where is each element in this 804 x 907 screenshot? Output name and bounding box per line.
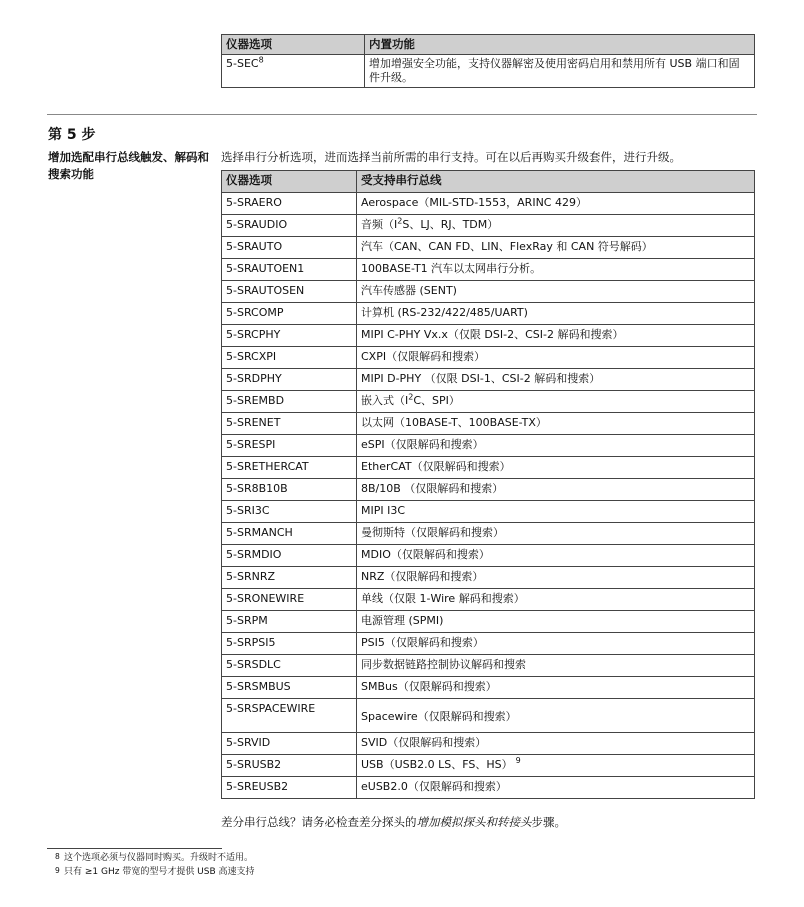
table-row [222,303,755,325]
option-code-cell: 5-SRPSI5 [222,633,357,655]
option-code-cell: 5-SRSPACEWIRE [222,699,357,733]
supported-bus-cell [357,545,755,567]
bus-text: MIPI C-PHY Vx.x（仅限 DSI-2、CSI-2 解码和搜索） [361,328,624,341]
supported-bus-cell [357,733,755,755]
supported-bus-cell [357,281,755,303]
table-header-row [222,35,755,55]
table-row [222,501,755,523]
option-cell [222,55,365,88]
option-code-cell: 5-SRNRZ [222,567,357,589]
bus-text: 同步数据链路控制协议解码和搜索 [361,658,526,671]
footnote-divider [47,848,222,849]
option-code-cell: 5-SRMANCH [222,523,357,545]
supported-bus-cell [357,755,755,777]
supported-bus-cell [357,457,755,479]
option-code-cell: 5-SRSMBUS [222,677,357,699]
option-code-cell: 5-SRAUTO [222,237,357,259]
supported-bus-cell [357,435,755,457]
supported-bus-cell [357,567,755,589]
table-row [222,391,755,413]
feature-cell: 增加增强安全功能，支持仪器解密及使用密码启用和禁用所有 USB 端口和固件升级。 [365,55,755,88]
bus-text: 嵌入式（I [361,394,409,407]
header-option: 仪器选项 [222,171,357,193]
bus-text: S、LJ、RJ、TDM） [402,218,499,231]
supported-bus-cell [357,699,755,733]
table-header-row [222,171,755,193]
table-row [222,755,755,777]
superscript: 2 [397,216,403,226]
step-subheading: 增加选配串行总线触发、解码和搜索功能 [48,150,209,181]
table-row [222,435,755,457]
serial-bus-table [221,170,755,799]
footnote-number: 8 [55,852,60,861]
bus-text: 曼彻斯特（仅限解码和搜索） [361,526,504,539]
bus-text: Aerospace（MIL-STD-1553，ARINC 429） [361,196,587,209]
bus-text: SMBus（仅限解码和搜索） [361,680,497,693]
bus-text: 电源管理 (SPMI) [361,614,444,627]
option-code-cell: 5-SRDPHY [222,369,357,391]
note-text: 差分串行总线？请务必检查差分探头的 [221,815,417,829]
table-row [222,589,755,611]
table-row [222,567,755,589]
note-text-end: 步骤。 [531,815,566,829]
supported-bus-cell [357,589,755,611]
supported-bus-cell [357,347,755,369]
step-heading: 第 5 步 [48,127,96,143]
table-row [222,633,755,655]
supported-bus-cell [357,215,755,237]
header-supported-bus: 受支持串行总线 [357,171,755,193]
table-row [222,259,755,281]
table-row [222,457,755,479]
table-row [222,215,755,237]
bus-text: NRZ（仅限解码和搜索） [361,570,484,583]
table-row [222,193,755,215]
option-code: 5-SEC [226,57,259,70]
table-row [222,413,755,435]
footnote [55,852,254,864]
supported-bus-cell [357,391,755,413]
bus-text: C、SPI） [413,394,460,407]
bus-text: 以太网（10BASE-T、100BASE-TX） [361,416,547,429]
footnote-ref[interactable]: 9 [515,756,521,766]
supported-bus-cell [357,325,755,347]
option-code-cell: 5-SRUSB2 [222,755,357,777]
bus-text: 音频（I [361,218,398,231]
bus-text: 100BASE-T1 汽车以太网串行分析。 [361,262,542,275]
bus-text: MIPI I3C [361,504,406,517]
section-divider [47,114,757,115]
table-row [222,699,755,733]
option-code-cell: 5-SRETHERCAT [222,457,357,479]
bus-text: 8B/10B （仅限解码和搜索） [361,482,504,495]
option-code-cell: 5-SRAUDIO [222,215,357,237]
table-row [222,733,755,755]
option-code-cell: 5-SRCXPI [222,347,357,369]
footnote-number: 9 [55,866,60,875]
differential-bus-note [221,814,566,830]
bus-text: eUSB2.0（仅限解码和搜索） [361,780,507,793]
bus-text: 汽车（CAN、CAN FD、LIN、FlexRay 和 CAN 符号解码） [361,240,653,253]
footnote-text: 这个选项必须与仪器同时购买。升级时不适用。 [64,853,254,863]
option-code-cell: 5-SRCOMP [222,303,357,325]
supported-bus-cell [357,237,755,259]
step-intro-text: 选择串行分析选项，进而选择当前所需的串行支持。可在以后再购买升级套件，进行升级。 [221,150,681,164]
superscript: 2 [408,392,414,402]
footnote-text: 只有 ≥1 GHz 带宽的型号才提供 USB 高速支持 [64,867,255,877]
note-link-step[interactable]: 增加模拟探头和转接头 [416,815,532,829]
option-code-cell: 5-SRONEWIRE [222,589,357,611]
table-row [222,479,755,501]
option-code-cell: 5-SRAERO [222,193,357,215]
supported-bus-cell [357,369,755,391]
option-code-cell: 5-SRAUTOSEN [222,281,357,303]
option-code-cell: 5-SRVID [222,733,357,755]
option-code-cell: 5-SREMBD [222,391,357,413]
supported-bus-cell [357,611,755,633]
table-row [222,55,755,88]
table-row [222,523,755,545]
table-row [222,611,755,633]
footnote-ref[interactable]: 8 [258,55,264,65]
bus-text: MDIO（仅限解码和搜索） [361,548,490,561]
table-row [222,347,755,369]
table-row [222,281,755,303]
supported-bus-cell [357,523,755,545]
bus-text: Spacewire（仅限解码和搜索） [361,709,517,723]
supported-bus-cell [357,677,755,699]
bus-text: EtherCAT（仅限解码和搜索） [361,460,511,473]
option-code-cell: 5-SRENET [222,413,357,435]
option-code-cell: 5-SRMDIO [222,545,357,567]
table-row [222,777,755,799]
option-code-cell: 5-SRPM [222,611,357,633]
supported-bus-cell [357,479,755,501]
supported-bus-cell [357,501,755,523]
supported-bus-cell [357,303,755,325]
bus-text: 计算机 (RS-232/422/485/UART) [361,306,528,319]
supported-bus-cell [357,193,755,215]
bus-text: MIPI D-PHY （仅限 DSI-1、CSI-2 解码和搜索） [361,372,601,385]
option-code-cell: 5-SR8B10B [222,479,357,501]
bus-text: SVID（仅限解码和搜索） [361,736,487,749]
table-row [222,655,755,677]
option-code-cell: 5-SRESPI [222,435,357,457]
table-row [222,545,755,567]
footnote [55,866,255,878]
table-row [222,369,755,391]
option-code-cell: 5-SRCPHY [222,325,357,347]
header-option: 仪器选项 [222,35,365,55]
bus-text: 单线（仅限 1-Wire 解码和搜索） [361,592,525,605]
table-row [222,677,755,699]
bus-text: eSPI（仅限解码和搜索） [361,438,484,451]
supported-bus-cell [357,413,755,435]
supported-bus-cell [357,655,755,677]
option-code-cell: 5-SRAUTOEN1 [222,259,357,281]
supported-bus-cell [357,777,755,799]
option-code-cell: 5-SREUSB2 [222,777,357,799]
option-code-cell: 5-SRI3C [222,501,357,523]
bus-text: 汽车传感器 (SENT) [361,284,457,297]
bus-text: USB（USB2.0 LS、FS、HS） [361,758,513,771]
bus-text: PSI5（仅限解码和搜索） [361,636,484,649]
table-row [222,237,755,259]
option-code-cell: 5-SRSDLC [222,655,357,677]
supported-bus-cell [357,259,755,281]
supported-bus-cell [357,633,755,655]
instrument-option-table [221,34,755,88]
table-row [222,325,755,347]
bus-text: CXPI（仅限解码和搜索） [361,350,486,363]
header-feature: 内置功能 [365,35,755,55]
